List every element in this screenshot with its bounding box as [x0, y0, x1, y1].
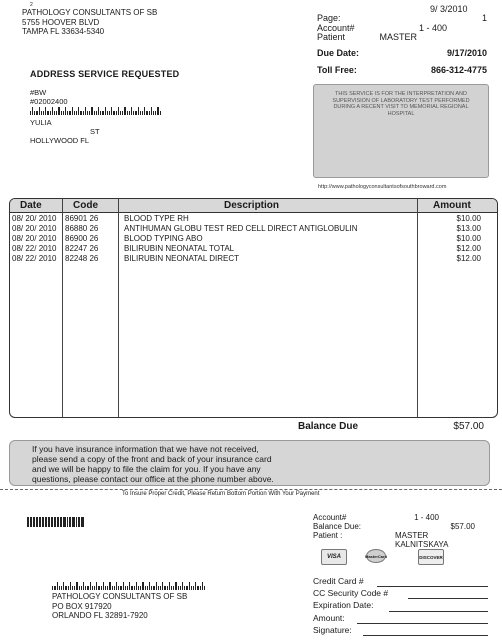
- tear-line: [0, 489, 502, 490]
- row-code: 86880 26: [65, 224, 99, 233]
- row-amount: $13.00: [456, 224, 481, 233]
- sender-street: 5755 HOOVER BLVD: [22, 17, 100, 27]
- insurance-line: questions, please contact our office at the phone number above.: [32, 474, 274, 484]
- signature-field[interactable]: [313, 625, 488, 637]
- expiration-line[interactable]: [389, 611, 488, 612]
- credit-card-form: [313, 576, 488, 637]
- toll-free-label: Toll Free:: [317, 65, 357, 75]
- row-amount: $12.00: [456, 254, 481, 263]
- amount-label: Amount:: [313, 612, 345, 623]
- remit-patient-value: MASTER KALNITSKAYA: [395, 531, 449, 549]
- expiration-label: Expiration Date:: [313, 600, 374, 611]
- due-date-row: [317, 48, 487, 60]
- service-notice-box: [313, 84, 489, 178]
- signature-line[interactable]: [363, 635, 488, 636]
- recipient-name: YULIA: [30, 118, 52, 127]
- website-link[interactable]: http://www.pathologyconsultantsofsouthbroward.com: [318, 184, 447, 190]
- row-description: BLOOD TYPING ABO: [124, 234, 203, 243]
- row-date: 08/ 20/ 2010: [12, 224, 57, 233]
- sender-city: TAMPA FL 33634-5340: [22, 27, 105, 36]
- amount-field[interactable]: [313, 613, 488, 625]
- patient-value: MASTER: [379, 32, 417, 42]
- header-amount: Amount: [433, 200, 471, 211]
- mastercard-icon: MasterCard: [366, 549, 386, 563]
- recipient-street: ST: [90, 127, 100, 136]
- table-row: [10, 254, 497, 264]
- insurance-line: please send a copy of the front and back of your insurance card: [32, 454, 272, 464]
- table-row: [10, 244, 497, 254]
- visa-card-icon: VISA: [321, 549, 347, 565]
- row-date: 08/ 20/ 2010: [12, 214, 57, 223]
- patient-label: Patient: [317, 32, 346, 42]
- insurance-line: If you have insurance information that we have not received,: [32, 444, 259, 454]
- recipient-code-2: #02002400: [30, 97, 68, 106]
- charges-header: [10, 199, 497, 213]
- remit-patient-label: Patient :: [313, 531, 343, 540]
- signature-label: Signature:: [313, 624, 352, 635]
- page-label: Page:: [317, 13, 341, 23]
- balance-due-value: $57.00: [453, 421, 484, 432]
- due-date-value: 9/17/2010: [446, 48, 487, 58]
- row-description: ANTIHUMAN GLOBU TEST RED CELL DIRECT ANTIGLOBULIN: [124, 224, 358, 233]
- recipient-city: HOLLYWOOD FL: [30, 136, 90, 145]
- cc-number-line[interactable]: [377, 586, 488, 587]
- postal-barcode-icon: [30, 107, 230, 115]
- page-marker: 2: [30, 2, 33, 8]
- page-value: 1: [481, 13, 487, 23]
- statement-date: 9/ 3/2010: [430, 4, 468, 14]
- cc-number-field[interactable]: [313, 576, 488, 588]
- header-description: Description: [224, 200, 280, 211]
- insurance-notice-box: [9, 440, 490, 486]
- remit-balance-label: Balance Due:: [313, 522, 362, 531]
- row-date: 08/ 22/ 2010: [12, 254, 57, 263]
- insurance-line: and we will be happy to file the claim for you. If you have any: [32, 464, 261, 474]
- row-amount: $10.00: [456, 214, 481, 223]
- charges-table: [9, 198, 498, 418]
- toll-free-row: [317, 65, 487, 77]
- payee-pobox: PO BOX 917920: [52, 601, 112, 611]
- expiration-field[interactable]: [313, 600, 488, 612]
- header-code: Code: [73, 200, 98, 211]
- table-row: [10, 214, 497, 224]
- cc-security-field[interactable]: [313, 588, 488, 600]
- account-info: [317, 14, 487, 43]
- discover-card-icon: DISCOVER: [418, 549, 444, 565]
- cc-security-line[interactable]: [408, 598, 488, 599]
- address-service-requested: ADDRESS SERVICE REQUESTED: [30, 69, 180, 79]
- table-row: [10, 224, 497, 234]
- row-amount: $10.00: [456, 234, 481, 243]
- row-date: 08/ 20/ 2010: [12, 234, 57, 243]
- balance-due-label: Balance Due: [298, 421, 359, 432]
- recipient-code-1: #BW: [30, 88, 47, 97]
- row-description: BILIRUBIN NEONATAL DIRECT: [124, 254, 239, 263]
- row-code: 86901 26: [65, 214, 99, 223]
- remit-account-value: 1 - 400: [414, 513, 439, 522]
- remit-balance-value: $57.00: [450, 522, 475, 531]
- row-date: 08/ 22/ 2010: [12, 244, 57, 253]
- remittance-barcode-icon: [27, 517, 84, 527]
- row-description: BLOOD TYPE RH: [124, 214, 189, 223]
- account-value: 1 - 400: [418, 22, 447, 33]
- toll-free-value: 866-312-4775: [430, 65, 487, 75]
- header-date: Date: [20, 200, 42, 211]
- table-row: [10, 234, 497, 244]
- remittance-account: [313, 513, 483, 549]
- row-code: 82247 26: [65, 244, 99, 253]
- amount-line[interactable]: [357, 623, 488, 624]
- sender-address: [22, 8, 222, 37]
- due-date-label: Due Date:: [317, 48, 360, 58]
- payee-barcode-icon: [52, 582, 205, 590]
- return-note: To Insure Proper Credit, Please Return Bottom Portion With Your Payment: [122, 491, 320, 497]
- cc-security-label: CC Security Code #: [313, 588, 389, 599]
- payee-address: [52, 582, 205, 621]
- row-description: BILIRUBIN NEONATAL TOTAL: [124, 244, 235, 253]
- sender-name: PATHOLOGY CONSULTANTS OF SB: [22, 8, 158, 17]
- row-amount: $12.00: [456, 244, 481, 253]
- cc-number-label: Credit Card #: [313, 576, 364, 586]
- payee-name: PATHOLOGY CONSULTANTS OF SB: [52, 592, 188, 601]
- remit-account-label: Account#: [313, 513, 347, 522]
- row-code: 82248 26: [65, 254, 99, 263]
- service-notice-text: THIS SERVICE IS FOR THE INTERPRETATION AND SUPERVISION OF LABORATORY TEST PERFORMED DURING A RECENT VISIT TO MEMORIAL REGIONAL HOSPITAL: [332, 91, 470, 117]
- payee-city: ORLANDO FL 32891-7920: [52, 611, 148, 620]
- row-code: 86900 26: [65, 234, 99, 243]
- recipient-address: [30, 88, 230, 145]
- account-label: Account#: [317, 22, 355, 33]
